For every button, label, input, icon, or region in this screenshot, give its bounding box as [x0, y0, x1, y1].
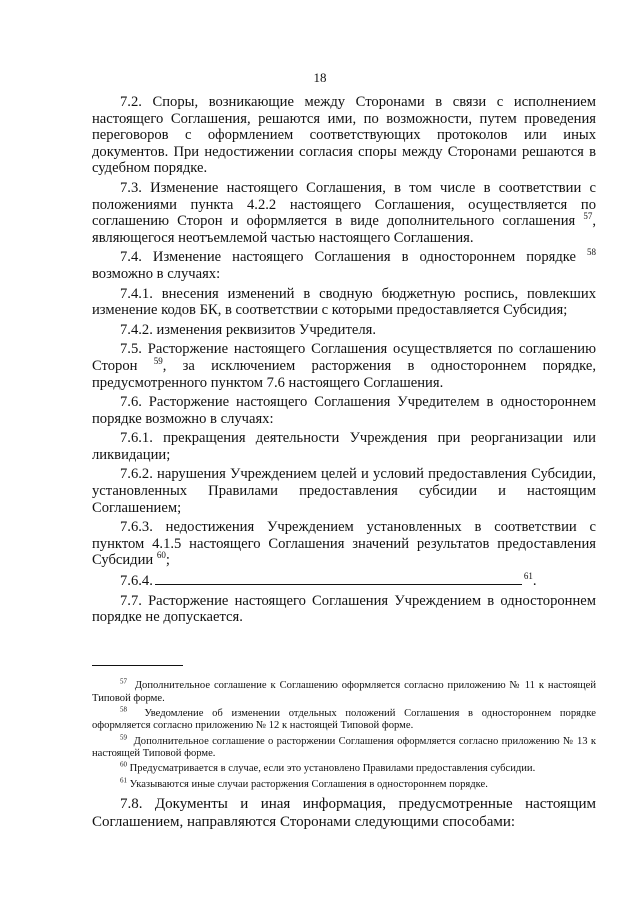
footnote-ref-60[interactable]: 60: [156, 550, 166, 561]
paragraph-7-6-2: 7.6.2. нарушения Учреждением целей и условий предоставления Субсидии, установленных Правилами предоставления субсидии и настоящим Соглашением;: [92, 466, 596, 516]
footnote-60: $^{60}$ Предусматривается в случае, если это установлено Правилами предоставления субсидии.: [120, 760, 536, 775]
paragraph-7-6: 7.6. Расторжение настоящего Соглашения Учредителем в одностороннем порядке возможно в случаях:: [92, 394, 596, 427]
paragraph-7-7: 7.7. Расторжение настоящего Соглашения Учреждением в одностороннем порядке не допускается.: [92, 592, 596, 626]
paragraph-7-3: 7.3. Изменение настоящего Соглашения, в том числе в соответствии с положениями пункта 4.2.2 настоящего Соглашения, осуществляется по соглашению Сторон и оформляется в виде дополнительного соглашения $^{57}$, являющегося неотъемлемой частью настоящего Соглашения.: [92, 179, 596, 246]
footnote-59: $^{59}$ Дополнительное соглашение о расторжении Соглашения оформляется согласно приложению № 13 к настоящей Типовой форме.: [92, 733, 596, 760]
footnote-ref-61[interactable]: 61: [523, 571, 533, 582]
paragraph-7-4-1: 7.4.1. внесения изменений в сводную бюджетную роспись, повлекших изменение кодов БК, в соответствии с которыми предоставляется Субсидия;: [92, 285, 596, 319]
footnote-separator: [92, 665, 183, 666]
footnotes: [92, 677, 596, 794]
footnote-57: $^{57}$ Дополнительное соглашение к Соглашению оформляется согласно приложению № 11 к настоящей Типовой форме.: [92, 677, 596, 704]
main-content: [92, 94, 596, 629]
paragraph-7-6-1: 7.6.1. прекращения деятельности Учреждения при реорганизации или ликвидации;: [92, 430, 596, 463]
footnote-ref-58[interactable]: 58: [587, 247, 596, 258]
paragraph-7-8: 7.8. Документы и иная информация, предусмотренные настоящим Соглашением, направляются Сторонами следующими способами:: [92, 796, 596, 830]
footnote-ref-57[interactable]: 57: [583, 211, 593, 222]
footnote-58: $^{58}$ Уведомление об изменении отдельных положений Соглашения в одностороннем порядке оформляется согласно приложению № 12 к настоящей Типовой форме.: [92, 705, 596, 732]
tail-content: [92, 796, 596, 834]
page-number: 18: [313, 70, 327, 85]
paragraph-7-4: 7.4. Изменение настоящего Соглашения в одностороннем порядке $^{58}$ возможно в случаях:: [92, 247, 596, 282]
footnote-61: $^{61}$ Указываются иные случаи расторжения Соглашения в одностороннем порядке.: [120, 776, 488, 790]
blank-fill-line: [155, 572, 522, 585]
paragraph-7-4-2: 7.4.2. изменения реквизитов Учредителя.: [120, 321, 376, 338]
paragraph-7-6-4: 7.6.4. $^{61}$.: [120, 571, 537, 590]
paragraph-7-2: 7.2. Споры, возникающие между Сторонами в связи с исполнением настоящего Соглашения, решаются ими, по возможности, путем проведения переговоров с оформлением соответствующих протоколов или иных документов. При недостижении согласия споры между Сторонами решаются в судебном порядке.: [92, 94, 596, 177]
paragraph-7-5: 7.5. Расторжение настоящего Соглашения осуществляется по соглашению Сторон $^{59}$, за исключением расторжения в одностороннем порядке, предусмотренного пунктом 7.6 настоящего Соглашения.: [92, 341, 596, 391]
paragraph-7-6-3: 7.6.3. недостижения Учреждением установленных в соответствии с пунктом 4.1.5 настоящего Соглашения значений результатов предоставления Субсидии $^{60}$;: [92, 519, 596, 569]
footnote-ref-59[interactable]: 59: [153, 356, 163, 367]
